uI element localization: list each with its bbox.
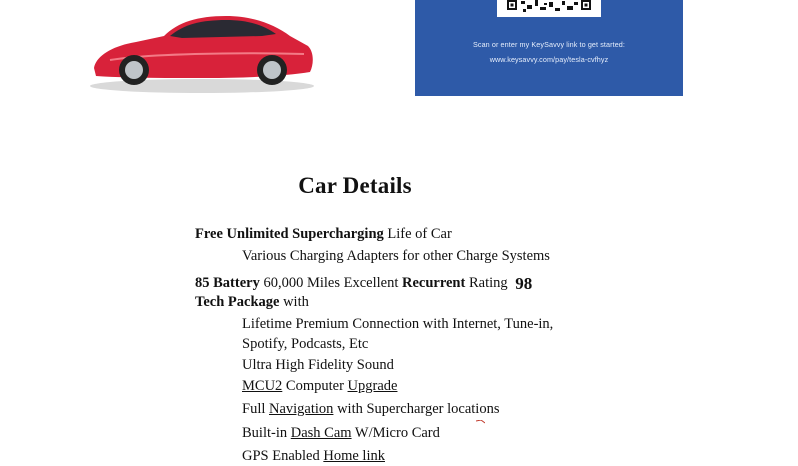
dash-pre: Built-in xyxy=(242,425,291,441)
keysavvy-link[interactable]: www.keysavvy.com/pay/tesla-cvfhyz xyxy=(489,55,609,64)
miles-text: 60,000 Miles Excellent xyxy=(259,275,402,291)
supercharging-rest: Life of Car xyxy=(383,226,452,242)
gps-pre: GPS Enabled xyxy=(242,448,324,464)
page-title: Car Details xyxy=(298,173,412,198)
nav-post: with Supercharger locations xyxy=(333,401,500,417)
premium-line-2: Spotify, Podcasts, Etc xyxy=(242,336,369,352)
battery-line xyxy=(195,272,532,292)
keysavvy-card xyxy=(415,0,683,96)
tech-rest: with xyxy=(279,294,309,310)
qr-code[interactable] xyxy=(497,0,601,17)
dash-post: W/Micro Card xyxy=(351,425,440,441)
supercharging-bold: Free Unlimited Supercharging xyxy=(195,226,384,242)
dash-cam-link[interactable]: Dash Cam xyxy=(290,425,352,441)
mcu-mid: Computer xyxy=(282,378,348,394)
adapters-line: Various Charging Adapters for other Charge Systems xyxy=(242,248,550,264)
home-link[interactable]: Home link xyxy=(323,448,385,464)
rating-label: Rating xyxy=(465,275,512,291)
mcu2-link[interactable]: MCU2 xyxy=(242,378,283,394)
sound-line: Ultra High Fidelity Sound xyxy=(242,357,394,373)
navigation-line xyxy=(242,401,499,418)
scan-speck xyxy=(476,420,485,424)
scan-instructions: Scan or enter my KeySavvy link to get started: xyxy=(472,40,625,49)
nav-pre: Full xyxy=(242,401,269,417)
gps-line xyxy=(242,448,385,465)
battery-bold: 85 Battery xyxy=(195,275,260,291)
rating-value: 98 xyxy=(515,274,533,293)
premium-line-1: Lifetime Premium Connection with Internet, Tune-in, xyxy=(242,316,554,332)
recurrent-bold: Recurrent xyxy=(401,275,466,291)
navigation-link[interactable]: Navigation xyxy=(269,401,334,417)
dashcam-line xyxy=(242,425,440,442)
tech-bold: Tech Package xyxy=(195,294,280,310)
mcu-line xyxy=(242,378,397,395)
car-image xyxy=(86,6,318,98)
upgrade-link[interactable]: Upgrade xyxy=(347,378,398,394)
tech-line xyxy=(195,294,309,311)
supercharging-line xyxy=(195,226,452,243)
